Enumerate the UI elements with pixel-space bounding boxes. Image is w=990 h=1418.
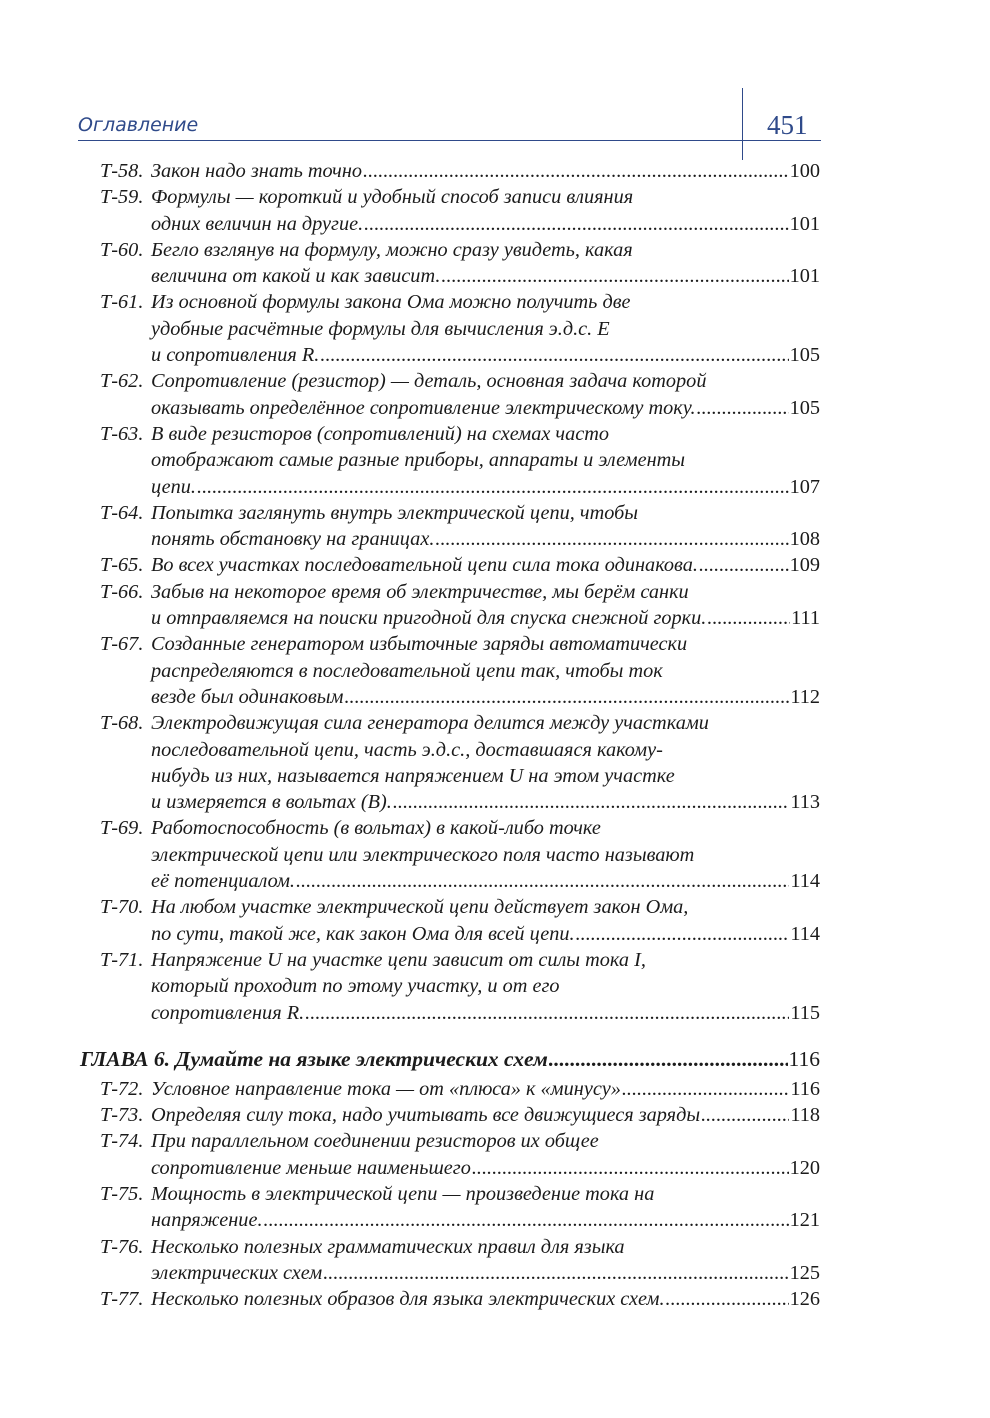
toc-entry[interactable]: [100, 1128, 820, 1181]
entry-last-line: [151, 552, 820, 578]
entry-page: 112: [790, 685, 820, 708]
entry-number: Т-63.: [100, 422, 144, 445]
toc-entries-chapter-6: [0, 1076, 990, 1313]
dot-leader: [576, 921, 790, 947]
entry-page: 107: [789, 475, 820, 498]
entry-number: Т-62.: [100, 370, 144, 393]
entry-page: 108: [789, 528, 820, 551]
dot-leader: [666, 1286, 789, 1312]
entry-number: Т-71.: [100, 948, 144, 971]
dot-leader: [364, 211, 788, 237]
entry-title-end: и сопротивления R.: [151, 344, 320, 367]
toc-entry[interactable]: [100, 237, 820, 290]
header-title: Оглавление: [78, 114, 199, 136]
entry-number: Т-59.: [100, 186, 144, 209]
entry-title-end: и измеряется в вольтах (В).: [151, 791, 392, 814]
dot-leader: [197, 474, 789, 500]
entry-number: Т-70.: [100, 896, 144, 919]
toc-entry[interactable]: [100, 421, 820, 500]
entry-last-line: [151, 342, 820, 368]
chapter-heading[interactable]: [80, 1044, 820, 1074]
header-rule: [78, 140, 821, 141]
dot-leader: [472, 1155, 789, 1181]
entry-body: [151, 184, 820, 237]
entry-body: [151, 1234, 820, 1287]
entry-page: 100: [789, 160, 820, 182]
entry-title-line: Формулы — короткий и удобный способ записи влияния: [151, 186, 634, 209]
entry-page: 126: [789, 1288, 820, 1311]
toc-entry[interactable]: [100, 815, 820, 894]
entry-title-line: Забыв на некоторое время об электричестве, мы берём санки: [151, 580, 689, 603]
entry-page: 105: [789, 396, 820, 419]
toc-entry[interactable]: [100, 631, 820, 710]
dot-leader: [701, 1102, 789, 1128]
entry-body: [151, 552, 820, 578]
entry-body: [151, 710, 820, 815]
entry-body: [151, 1286, 820, 1312]
entry-title-end: Несколько полезных образов для языка электрических схем.: [151, 1288, 665, 1311]
entry-last-line: [151, 1286, 820, 1312]
entry-page: 101: [789, 212, 820, 235]
entry-page: 109: [789, 554, 820, 577]
entry-title-end: Определяя силу тока, надо учитывать все движущиеся заряды: [151, 1104, 701, 1127]
running-header: [78, 110, 821, 140]
entry-last-line: [151, 395, 820, 421]
entry-title-line: Мощность в электрической цепи — произведение тока на: [151, 1182, 655, 1205]
entry-number: Т-73.: [100, 1104, 144, 1127]
entry-page: 125: [789, 1261, 820, 1284]
toc-entry[interactable]: [100, 1234, 820, 1287]
entry-page: 115: [790, 1001, 820, 1024]
entry-title-end: Во всех участках последовательной цепи сила тока одинакова.: [151, 554, 698, 577]
dot-leader: [435, 526, 788, 552]
dot-leader: [707, 605, 790, 631]
entry-body: [151, 421, 820, 500]
entry-title-line: Электродвижущая сила генератора делится между участками: [151, 712, 709, 735]
toc-entry[interactable]: [100, 947, 820, 1026]
header-vertical-rule: [742, 88, 743, 160]
entry-title-end: везде был одинаковым: [151, 685, 344, 708]
dot-leader: [296, 868, 789, 894]
toc-entry[interactable]: [100, 500, 820, 553]
entry-title-end: её потенциалом.: [151, 870, 295, 893]
entry-last-line: [151, 1102, 820, 1128]
entry-title-end: понять обстановку на границах.: [151, 528, 435, 551]
entry-number: Т-64.: [100, 501, 144, 524]
entry-last-line: [151, 868, 820, 894]
entry-title-line: электрической цепи или электрического поля часто называют: [151, 843, 695, 866]
toc-entry[interactable]: [100, 710, 820, 815]
entry-page: 113: [790, 791, 820, 814]
entry-page: 111: [791, 607, 820, 630]
entry-body: [151, 894, 820, 947]
entry-body: [151, 289, 820, 368]
entry-last-line: [151, 789, 820, 815]
dot-leader: [393, 789, 790, 815]
toc-entry[interactable]: [100, 158, 820, 184]
dot-leader: [305, 1000, 789, 1026]
entry-number: Т-72.: [100, 1077, 144, 1100]
dot-leader: [549, 1044, 788, 1074]
entry-title-line: На любом участке электрической цепи действует закон Ома,: [151, 896, 689, 919]
entry-title-line: распределяются в последовательной цепи так, чтобы ток: [151, 659, 663, 682]
entry-number: Т-66.: [100, 580, 144, 603]
entry-title-end: цепи.: [151, 475, 196, 498]
toc-entries-chapter-5: [0, 158, 990, 1026]
dot-leader: [697, 395, 789, 421]
dot-leader: [622, 1076, 789, 1102]
entry-body: [151, 631, 820, 710]
toc-entry[interactable]: [100, 184, 820, 237]
chapter-line: [80, 1044, 820, 1074]
entry-page: 114: [790, 922, 820, 945]
entry-title-line: Бегло взглянув на формулу, можно сразу увидеть, какая: [151, 238, 633, 261]
dot-leader: [323, 1260, 788, 1286]
entry-title-end: напряжение.: [151, 1209, 263, 1232]
dot-leader: [344, 684, 789, 710]
dot-leader: [699, 552, 789, 578]
entry-title-end: одних величин на другие.: [151, 212, 364, 235]
entry-title-end: оказывать определённое сопротивление электрическому току.: [151, 396, 696, 419]
entry-title-line: удобные расчётные формулы для вычисления э.д.с. Е: [151, 317, 610, 340]
entry-title-line: Сопротивление (резистор) — деталь, основная задача которой: [151, 370, 707, 393]
entry-title-line: В виде резисторов (сопротивлений) на схемах часто: [151, 422, 610, 445]
dot-leader: [441, 263, 788, 289]
entry-number: Т-58.: [100, 160, 144, 182]
entry-last-line: [151, 1076, 820, 1102]
entry-title-line: нибудь из них, называется напряжением U на этом участке: [151, 764, 675, 787]
entry-body: [151, 1181, 820, 1234]
entry-body: [151, 368, 820, 421]
entry-title-end: сопротивления R.: [151, 1001, 305, 1024]
entry-last-line: [151, 1207, 820, 1233]
entry-body: [151, 158, 820, 184]
entry-body: [151, 947, 820, 1026]
entry-title-line: последовательной цепи, часть э.д.с., доставшаяся какому-: [151, 738, 663, 761]
entry-title-line: Из основной формулы закона Ома можно получить две: [151, 291, 631, 314]
entry-number: Т-69.: [100, 817, 144, 840]
dot-leader: [264, 1207, 789, 1233]
entry-page: 121: [789, 1209, 820, 1232]
entry-title-line: Напряжение U на участке цепи зависит от силы тока I,: [151, 948, 646, 971]
entry-body: [151, 1128, 820, 1181]
toc-entry[interactable]: [100, 1286, 820, 1312]
entry-last-line: [151, 211, 820, 237]
entry-last-line: [151, 921, 820, 947]
entry-title-end: сопротивление меньше наименьшего: [151, 1156, 471, 1179]
toc-entry[interactable]: [100, 579, 820, 632]
entry-number: Т-67.: [100, 633, 144, 656]
entry-last-line: [151, 1155, 820, 1181]
entry-body: [151, 500, 820, 553]
entry-title-end: Закон надо знать точно: [151, 160, 363, 182]
entry-title-line: Несколько полезных грамматических правил для языка: [151, 1235, 625, 1258]
entry-last-line: [151, 158, 820, 184]
entry-body: [151, 1076, 820, 1102]
entry-last-line: [151, 684, 820, 710]
entry-body: [151, 1102, 820, 1128]
toc-entry[interactable]: [100, 894, 820, 947]
entry-title-line: Созданные генератором избыточные заряды автоматически: [151, 633, 688, 656]
table-of-contents: [0, 158, 990, 1312]
entry-title-end: по сути, такой же, как закон Ома для всей цепи.: [151, 922, 575, 945]
entry-page: 105: [789, 344, 820, 367]
dot-leader: [363, 158, 789, 184]
toc-entry[interactable]: [100, 1181, 820, 1234]
entry-body: [151, 237, 820, 290]
page-number: 451: [767, 110, 808, 140]
entry-page: 118: [790, 1104, 820, 1127]
entry-page: 120: [789, 1156, 820, 1179]
toc-entry[interactable]: [100, 289, 820, 368]
toc-entry[interactable]: [100, 1102, 820, 1128]
entry-last-line: [151, 474, 820, 500]
chapter-page: 116: [788, 1046, 820, 1071]
entry-title-end: и отправляемся на поиски пригодной для спуска снежной горки.: [151, 607, 707, 630]
entry-title-end: величина от какой и как зависит.: [151, 265, 441, 288]
chapter-title: ГЛАВА 6. Думайте на языке электрических схем: [80, 1046, 548, 1071]
entry-number: Т-76.: [100, 1235, 144, 1258]
entry-title-line: Попытка заглянуть внутрь электрической цепи, чтобы: [151, 501, 639, 524]
toc-entry[interactable]: [100, 368, 820, 421]
entry-last-line: [151, 263, 820, 289]
toc-entry[interactable]: [100, 552, 820, 578]
entry-title-end: Условное направление тока — от «плюса» к «минусу»: [151, 1077, 621, 1100]
dot-leader: [320, 342, 788, 368]
toc-entry[interactable]: [100, 1076, 820, 1102]
entry-title-end: электрических схем: [151, 1261, 323, 1284]
entry-title-line: Работоспособность (в вольтах) в какой-либо точке: [151, 817, 601, 840]
entry-number: Т-74.: [100, 1130, 144, 1153]
entry-body: [151, 579, 820, 632]
entry-last-line: [151, 605, 820, 631]
entry-number: Т-68.: [100, 712, 144, 735]
entry-last-line: [151, 526, 820, 552]
entry-page: 101: [789, 265, 820, 288]
entry-number: Т-60.: [100, 238, 144, 261]
entry-number: Т-61.: [100, 291, 144, 314]
entry-last-line: [151, 1260, 820, 1286]
entry-number: Т-65.: [100, 554, 144, 577]
entry-title-line: При параллельном соединении резисторов их общее: [151, 1130, 599, 1153]
entry-page: 114: [790, 870, 820, 893]
entry-number: Т-75.: [100, 1182, 144, 1205]
entry-number: Т-77.: [100, 1288, 144, 1311]
entry-last-line: [151, 1000, 820, 1026]
entry-page: 116: [790, 1077, 820, 1100]
entry-title-line: отображают самые разные приборы, аппараты и элементы: [151, 449, 686, 472]
entry-body: [151, 815, 820, 894]
entry-title-line: который проходит по этому участку, и от его: [151, 975, 560, 998]
